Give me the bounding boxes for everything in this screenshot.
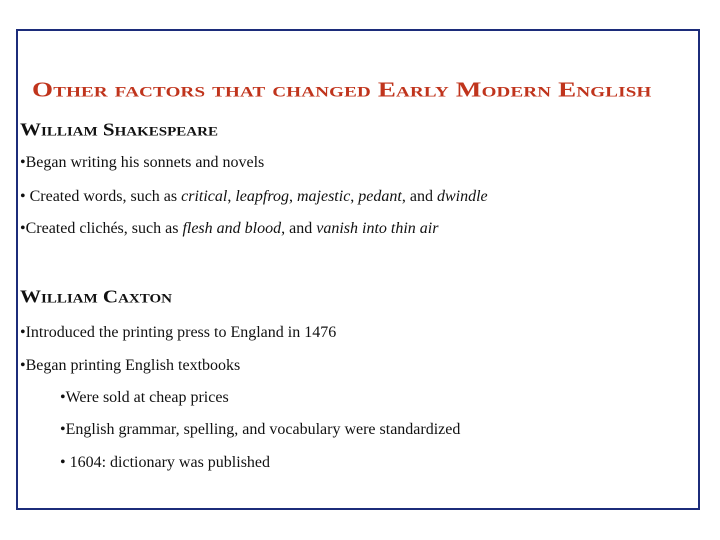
section-heading-caxton: William Caxton — [20, 286, 172, 307]
word-pedant: pedant — [358, 188, 402, 205]
bullet-printing-press: •Introduced the printing press to England in 1476 — [20, 324, 337, 341]
section-heading-shakespeare: William Shakespeare — [20, 119, 218, 140]
bullet-sonnets: •Began writing his sonnets and novels — [20, 154, 265, 171]
word-dwindle: dwindle — [436, 188, 488, 205]
sub-bullet-standardized: •English grammar, spelling, and vocabulary were standardized — [60, 421, 461, 438]
bullet-created-cliches: •Created clichés, such as flesh and blood, and vanish into thin air — [20, 220, 439, 237]
sub-bullet-cheap-prices: •Were sold at cheap prices — [60, 389, 229, 406]
word-majestic: majestic — [296, 188, 351, 205]
sub-bullet-dictionary: • 1604: dictionary was published — [60, 454, 271, 471]
phrase-flesh-and-blood: flesh and blood — [182, 220, 282, 237]
word-leapfrog: leapfrog — [235, 188, 289, 205]
bullet-created-words: • Created words, such as critical, leapfrog, majestic, pedant, and dwindle — [20, 188, 488, 205]
slide-title: Other factors that changed Early Modern English — [32, 78, 652, 102]
bullet-textbooks: •Began printing English textbooks — [20, 357, 241, 374]
phrase-vanish-into-thin-air: vanish into thin air — [316, 220, 439, 237]
word-critical: critical — [181, 188, 228, 205]
